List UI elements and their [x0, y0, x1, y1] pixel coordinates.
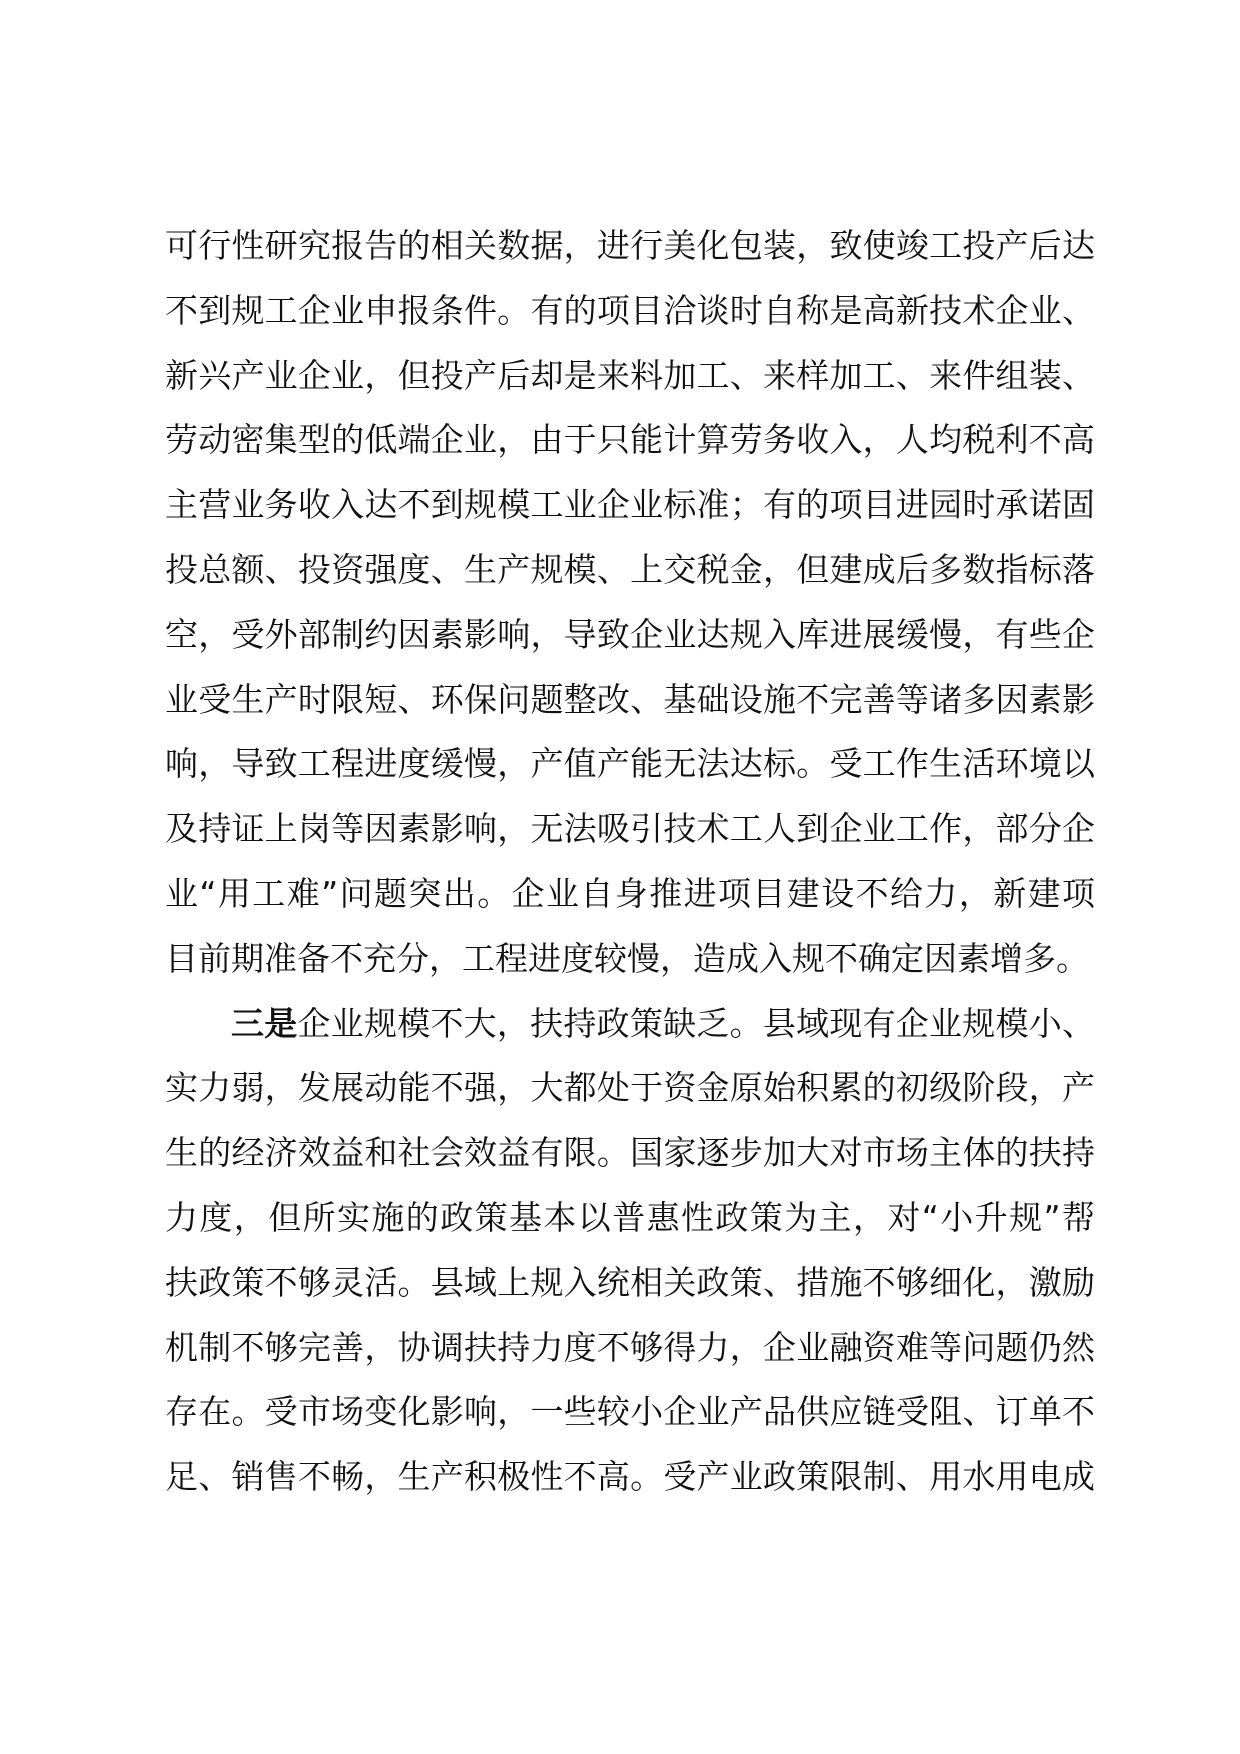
text-line: 业受生产时限短、环保问题整改、基础设施不完善等诸多因素影	[165, 679, 1095, 719]
text-line: 劳动密集型的低端企业，由于只能计算劳务收入，人均税利不高	[165, 420, 1095, 460]
first-line-text: 企业规模不大，扶持政策缺乏。县域现有企业规模小、	[297, 1003, 1096, 1043]
text-line: 可行性研究报告的相关数据，进行美化包装，致使竣工投产后达	[165, 226, 1095, 265]
paragraph-lead: 三是	[231, 1003, 298, 1043]
text-line: 力度，但所实施的政策基本以普惠性政策为主，对“小升规”帮	[165, 1197, 1095, 1237]
paragraph-2	[165, 992, 1095, 1510]
text-line: 不到规工企业申报条件。有的项目洽谈时自称是高新技术企业、	[165, 290, 1095, 330]
paragraph-1	[165, 214, 1095, 992]
text-line-first	[165, 992, 1095, 1057]
text-line: 业“用工难”问题突出。企业自身推进项目建设不给力，新建项	[165, 873, 1095, 913]
text-line: 实力弱，发展动能不强，大都处于资金原始积累的初级阶段，产	[165, 1068, 1095, 1108]
text-line: 足、销售不畅，生产积极性不高。受产业政策限制、用水用电成	[165, 1457, 1095, 1497]
text-line: 存在。受市场变化影响，一些较小企业产品供应链受阻、订单不	[165, 1392, 1095, 1432]
body-text	[165, 214, 1095, 1510]
text-line: 目前期准备不充分，工程进度较慢，造成入规不确定因素增多。	[165, 938, 1089, 978]
text-line: 投总额、投资强度、生产规模、上交税金，但建成后多数指标落	[165, 549, 1095, 589]
text-line: 生的经济效益和社会效益有限。国家逐步加大对市场主体的扶持	[165, 1133, 1095, 1173]
text-line: 空，受外部制约因素影响，导致企业达规入库进展缓慢，有些企	[165, 614, 1095, 654]
text-line: 机制不够完善，协调扶持力度不够得力，企业融资难等问题仍然	[165, 1327, 1095, 1367]
text-line: 响，导致工程进度缓慢，产值产能无法达标。受工作生活环境以	[165, 744, 1095, 784]
text-line: 主营业务收入达不到规模工业企业标准；有的项目进园时承诺固	[165, 485, 1095, 525]
text-line: 及持证上岗等因素影响，无法吸引技术工人到企业工作，部分企	[165, 809, 1095, 849]
text-line: 扶政策不够灵活。县域上规入统相关政策、措施不够细化，激励	[165, 1262, 1095, 1302]
text-line: 新兴产业企业，但投产后却是来料加工、来样加工、来件组装、	[165, 355, 1095, 395]
